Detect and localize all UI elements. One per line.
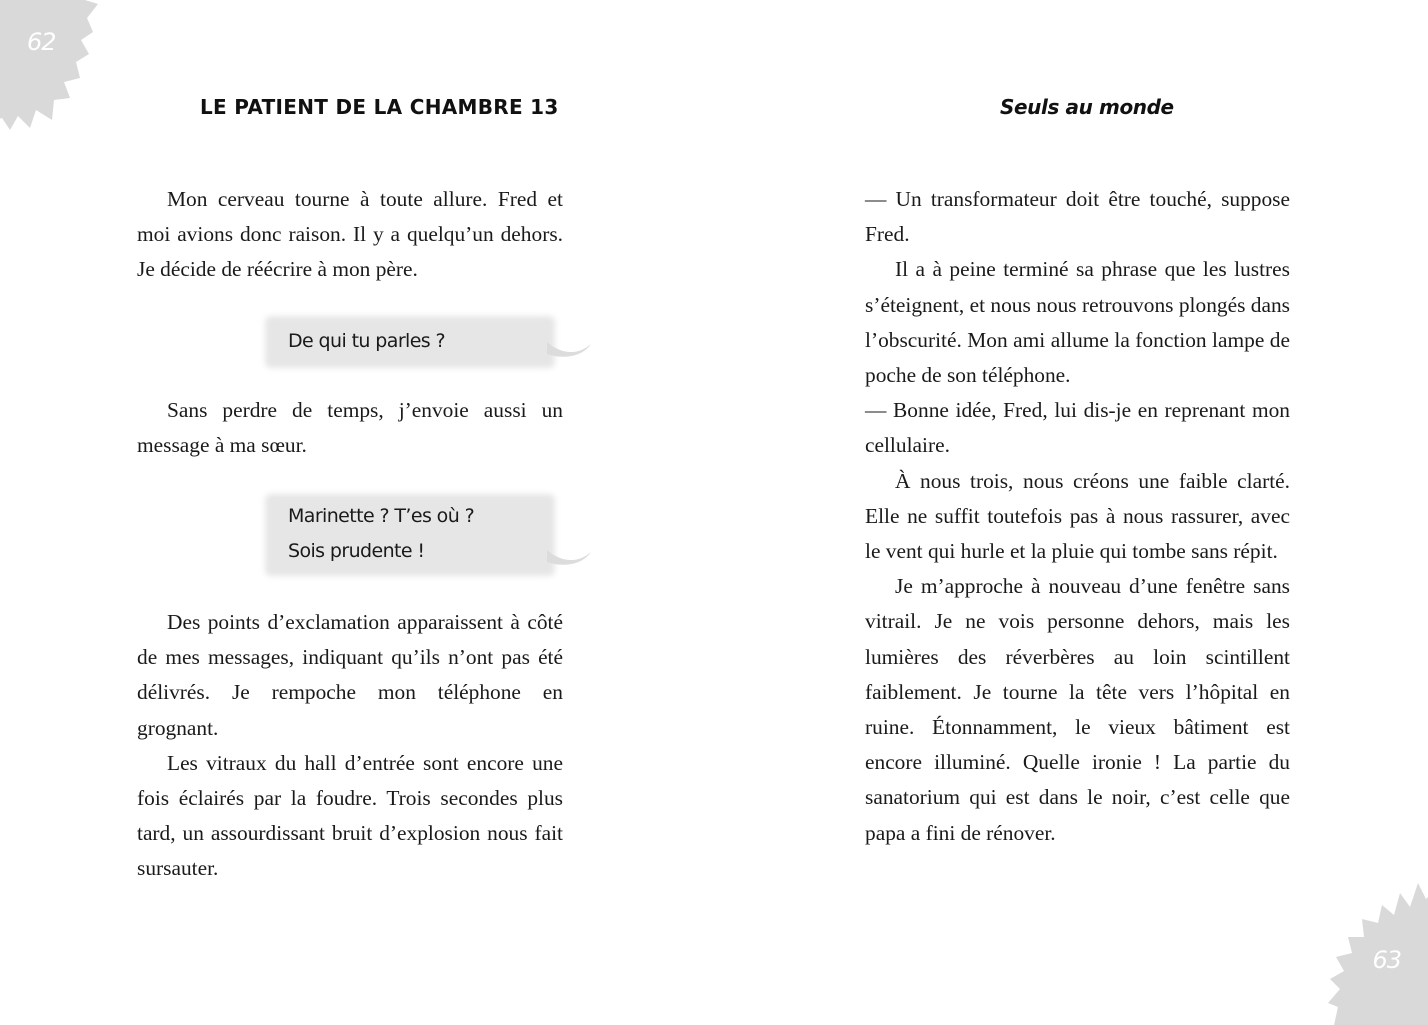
running-title: LE PATIENT DE LA CHAMBRE 13 xyxy=(200,95,559,119)
corner-splash-decoration xyxy=(0,0,110,135)
message-line: Sois prudente ! xyxy=(288,540,425,563)
dialogue-line: — Un transformateur doit être touché, suppose Fred. xyxy=(865,187,1290,247)
paragraph-text: Il a à peine terminé sa phrase que les lustres s’éteignent, et nous nous retrouvons plongés dans l’obscurité. Mon ami allume la fonction lampe de poche de son téléphone. xyxy=(865,257,1290,388)
paragraph xyxy=(137,393,563,463)
paragraph-text: Les vitraux du hall d’entrée sont encore une fois éclairés par la foudre. Trois secondes plus tard, un assourdissant bruit d’explosion nous fait sursauter. xyxy=(137,750,563,881)
paragraph-group xyxy=(865,182,1290,851)
paragraph-text: Je m’approche à nouveau d’une fenêtre sans vitrail. Je ne vois personne dehors, mais les lumières des réverbères au loin scintillent faiblement. Je tourne la tête vers l’hôpital en ruine. Étonnamment, le vieux bâtiment est encore illuminé. Quelle ironie ! La partie du sanatorium qui est dans le noir, c’est celle que papa a fini de rénover. xyxy=(865,574,1290,845)
message-bubble xyxy=(265,316,555,368)
paragraph-text: À nous trois, nous créons une faible clarté. Elle ne suffit toutefois pas à nous rassurer, avec le vent qui hurle et la pluie qui tombe sans répit. xyxy=(865,468,1290,564)
paragraph-text: Mon cerveau tourne à toute allure. Fred et moi avions donc raison. Il y a quelqu’un dehors. Je décide de réécrire à mon père. xyxy=(137,187,563,282)
page-number: 63 xyxy=(1372,946,1401,974)
paragraph-text: Des points d’exclamation apparaissent à côté de mes messages, indiquant qu’ils n’ont pas été délivrés. Je rempoche mon téléphone en grognant. xyxy=(137,610,563,740)
message-line: Marinette ? T’es où ? xyxy=(288,505,475,527)
message-bubble xyxy=(265,494,555,576)
page-number: 62 xyxy=(27,28,56,56)
paragraph-text: Sans perdre de temps, j’envoie aussi un message à ma sœur. xyxy=(137,398,563,458)
left-page xyxy=(0,0,714,1000)
paragraph-group xyxy=(137,605,563,887)
dialogue-line: — Bonne idée, Fred, lui dis-je en reprenant mon cellulaire. xyxy=(865,398,1290,458)
message-line: De qui tu parles ? xyxy=(288,330,446,352)
running-title: Seuls au monde xyxy=(1000,95,1174,119)
paragraph xyxy=(137,182,563,288)
